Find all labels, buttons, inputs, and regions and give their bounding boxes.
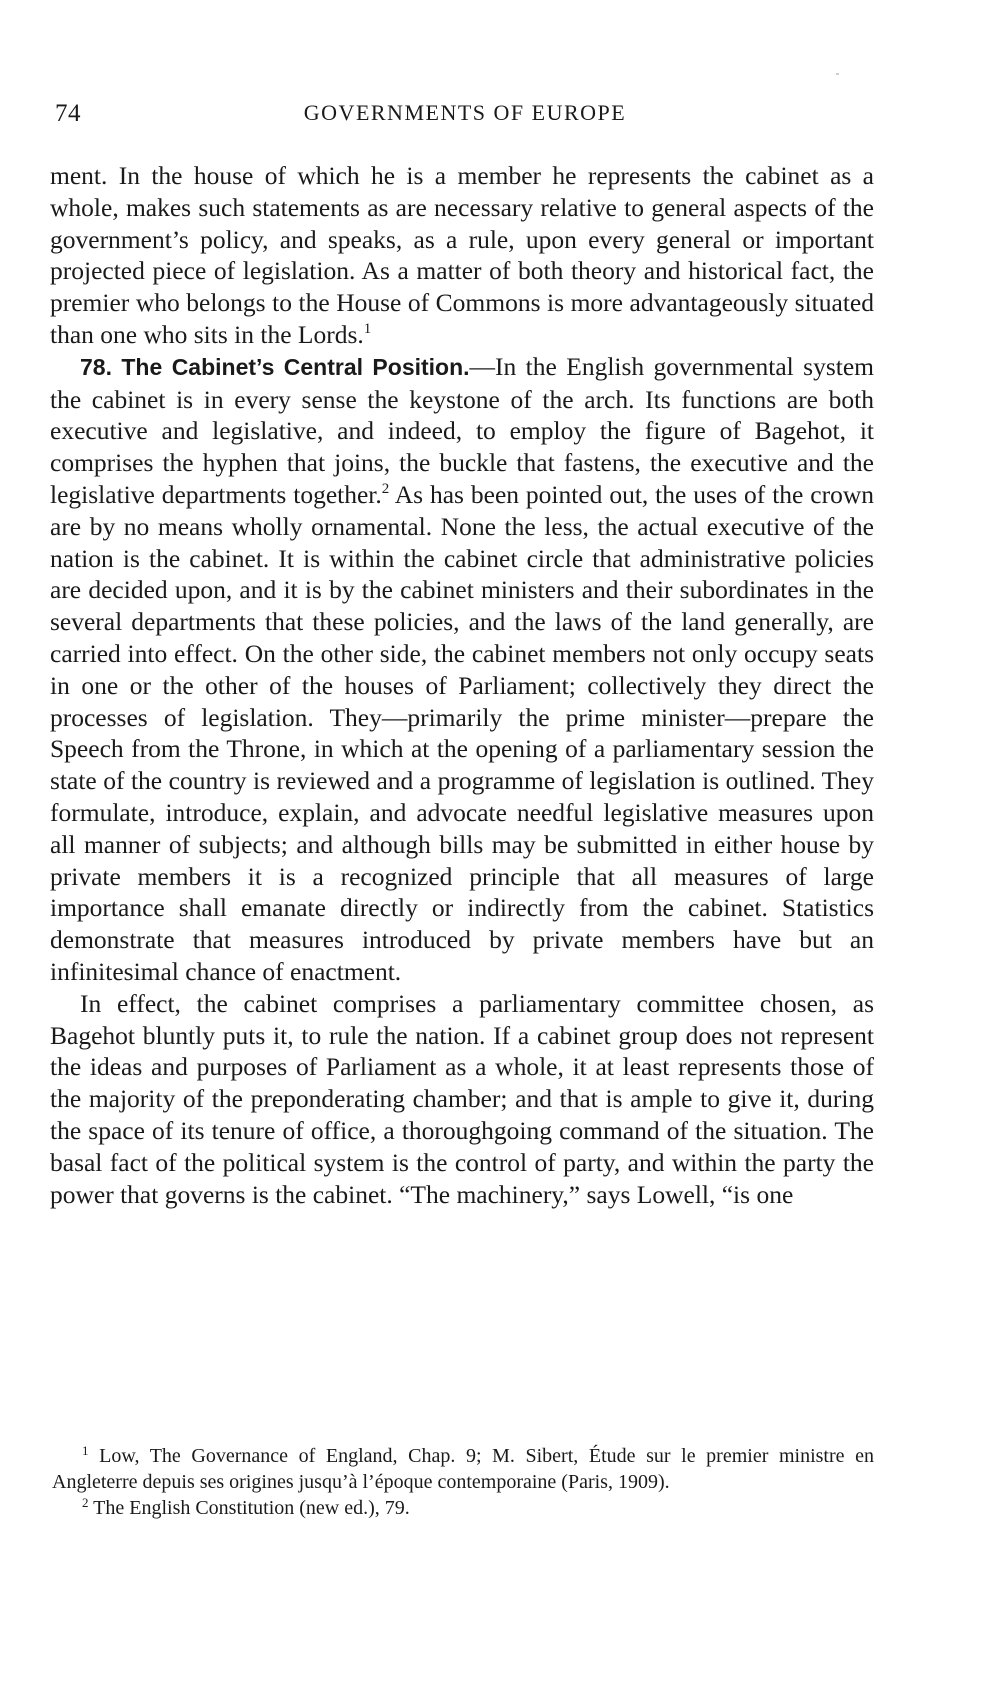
body-text xyxy=(50,160,874,1210)
section-heading: 78. The Cabinet’s Central Position. xyxy=(80,353,470,380)
footnote-1 xyxy=(52,1443,874,1495)
paragraph-2-text-b: As has been pointed out, the uses of the crown are by no means wholly ornamental. None the less, the actual executive of the nation is the cabinet. It is within the cabinet circle that administrative policies are decided upon, and it is by the cabinet ministers and their subordinates in the several departments that these policies, and the laws of the land generally, are carried into effect. On the other side, the cabinet members not only occupy seats in one or the other of the houses of Parliament; collectively they direct the processes of legislation. They—primarily the prime minister—prepare the Speech from the Throne, in which at the opening of a parliamentary session the state of the country is reviewed and a programme of legislation is outlined. They formulate, introduce, explain, and advocate needful legislative measures upon all manner of subjects; and although bills may be submitted in either house by private members it is a recognized principle that all measures of large importance shall emanate directly or indirectly from the cabinet. Statistics demonstrate that measures introduced by private members have but an infinitesimal chance of enactment. xyxy=(50,479,874,986)
footnote-2 xyxy=(52,1495,874,1521)
footnote-2-text: The English Constitution (new ed.), 79. xyxy=(88,1497,410,1519)
paragraph-3: In effect, the cabinet comprises a parliamentary committee chosen, as Bagehot bluntly puts it, to rule the nation. If a cabinet group does not represent the ideas and purposes of Parliament as a whole, it at least represents those of the majority of the preponderating chamber; and that is ample to give it, during the space of its tenure of office, a thoroughgoing command of the situation. The basal fact of the political system is the control of party, and within the party the power that governs is the cabinet. “The machinery,” says Lowell, “is one xyxy=(50,988,874,1209)
footnote-2-mark: 2 xyxy=(82,1495,89,1510)
paragraph-2-text-a: —In the English governmental system the cabinet is in every sense the keystone of the arch. Its functions are both executive and legislative, and indeed, to employ the figure of Bagehot, it comprises the hyphen that joins, the buckle that fastens, the executive and the legislative departments together. xyxy=(50,351,874,509)
running-head: GOVERNMENTS OF EUROPE xyxy=(303,100,627,125)
paragraph-1 xyxy=(50,160,874,351)
footnote-ref-2: 2 xyxy=(381,480,390,497)
page-header xyxy=(55,100,875,140)
scan-speck xyxy=(836,73,839,75)
footnotes xyxy=(52,1443,874,1521)
footnote-1-text: Low, The Governance of England, Chap. 9; M. Sibert, Étude sur le premier ministre en Angleterre depuis ses origines jusqu’à l’époque contemporaine (Paris, 1909). xyxy=(52,1445,874,1493)
footnote-ref-1: 1 xyxy=(363,320,372,337)
paragraph-1-text: ment. In the house of which he is a member he represents the cabinet as a whole, makes such statements as are necessary relative to general aspects of the government’s policy, and speaks, as a rule, upon every general or important projected piece of legislation. As a matter of both theory and historical fact, the premier who belongs to the House of Commons is more advantageously situated than one who sits in the Lords. xyxy=(50,161,874,349)
footnote-1-mark: 1 xyxy=(82,1443,89,1458)
paragraph-2 xyxy=(50,351,874,988)
page-number: 74 xyxy=(55,100,81,127)
